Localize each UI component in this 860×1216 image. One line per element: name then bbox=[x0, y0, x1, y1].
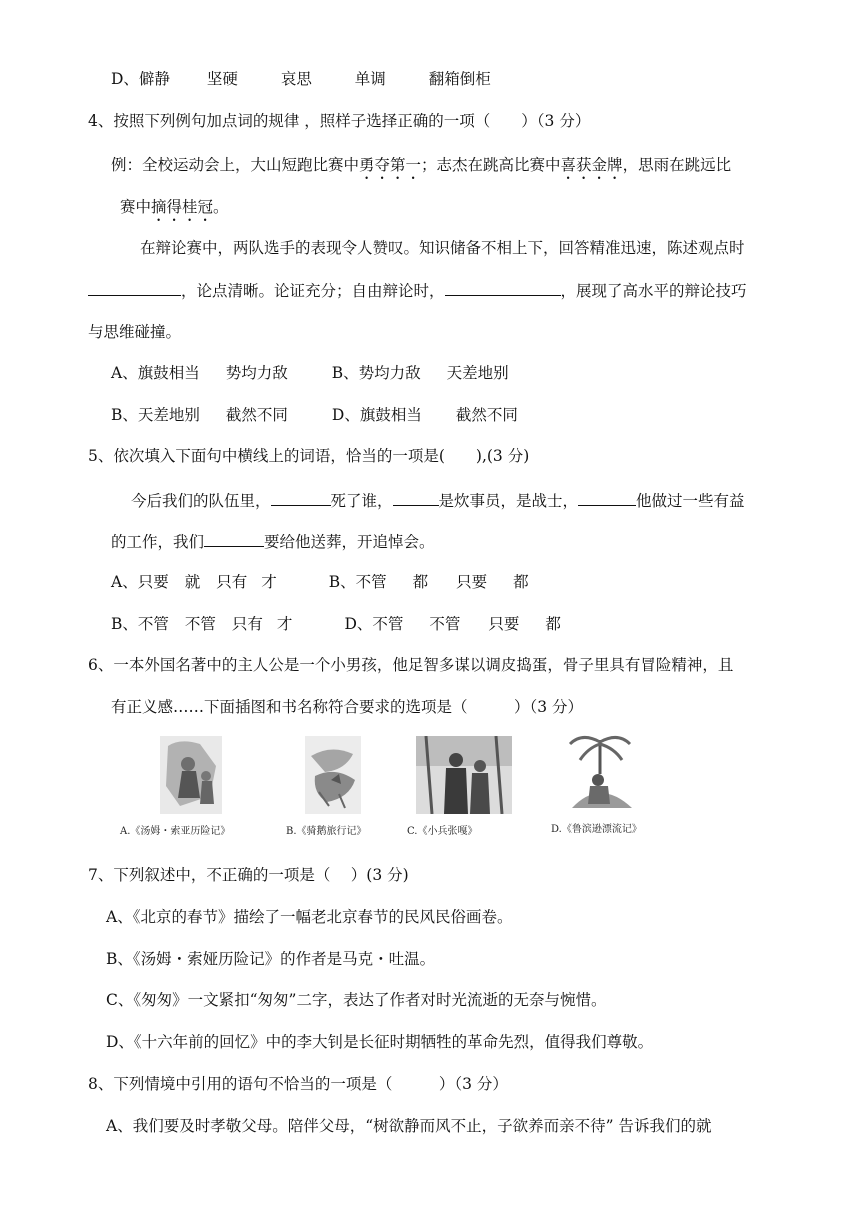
q4-paragraph-line3: 与思维碰撞。 bbox=[88, 323, 182, 341]
q5-options-row2 bbox=[111, 613, 561, 635]
sentence-text: 他做过一些有益 bbox=[636, 492, 745, 510]
option-text: 才 bbox=[261, 573, 277, 591]
option-text: 就 bbox=[184, 573, 201, 591]
q3-option-d bbox=[111, 68, 491, 90]
sentence-text: 的工作，我们 bbox=[111, 533, 205, 551]
option-text: A、旗鼓相当 bbox=[111, 364, 200, 382]
option-text: 都 bbox=[412, 573, 429, 591]
sentence-text: 今后我们的队伍里， bbox=[131, 492, 271, 510]
q7-option-c: C、《匆匆》一文紧扣“匆匆”二字，表达了作者对时光流逝的无奈与惋惜。 bbox=[106, 991, 607, 1009]
option-letter: D、 bbox=[111, 70, 139, 88]
q8-option-a: A、我们要及时孝敬父母。陪伴父母，“树欲静而风不止，子欲养而亲不待” 告诉我们的就 bbox=[106, 1117, 712, 1135]
q6-stem-line2: 有正义感……下面插图和书名称符合要求的选项是（ ）（3 分） bbox=[111, 698, 584, 716]
sentence-text: 是炊事员，是战士， bbox=[438, 492, 579, 510]
answer-blank[interactable] bbox=[271, 489, 331, 506]
q5-sentence-line2 bbox=[111, 530, 435, 553]
q8-stem: 8、下列情境中引用的语句不恰当的一项是（ ）（3 分） bbox=[88, 1075, 508, 1093]
option-text: 都 bbox=[545, 615, 561, 633]
example-text: ；志杰在跳高比赛中 bbox=[421, 156, 561, 174]
q7-option-b: B、《汤姆・索娅历险记》的作者是马克・吐温。 bbox=[106, 950, 436, 968]
q4-options-row1 bbox=[111, 362, 509, 384]
q7-stem: 7、下列叙述中，不正确的一项是（ ）(3 分) bbox=[88, 866, 409, 884]
option-text: 才 bbox=[276, 615, 293, 633]
option-text: 只要 bbox=[456, 573, 488, 591]
dotted-word: 摘得桂冠 bbox=[151, 198, 214, 216]
option-word: 哀思 bbox=[280, 70, 312, 88]
answer-blank[interactable] bbox=[393, 489, 439, 506]
option-word: 坚硬 bbox=[206, 70, 238, 88]
option-text: 天差地别 bbox=[446, 364, 509, 382]
answer-blank[interactable] bbox=[88, 279, 181, 296]
paragraph-text: ，论点清晰。论证充分；自由辩论时， bbox=[181, 282, 445, 300]
illustration-d bbox=[562, 730, 638, 812]
q4-options-row2 bbox=[111, 404, 518, 426]
dotted-word: 勇夺第一 bbox=[359, 156, 422, 174]
option-text: 只有 bbox=[231, 615, 263, 633]
option-text: 只有 bbox=[216, 573, 248, 591]
option-text: 都 bbox=[513, 573, 529, 591]
caption-c: C.《小兵张嘎》 bbox=[407, 826, 478, 837]
option-text: B、势均力敌 bbox=[331, 364, 421, 382]
dotted-word: 喜获金牌 bbox=[560, 156, 623, 174]
illustration-a bbox=[160, 736, 222, 814]
option-text: B、不管 bbox=[111, 615, 169, 633]
answer-blank[interactable] bbox=[445, 279, 561, 296]
option-text: 不管 bbox=[429, 615, 461, 633]
q4-stem: 4、按照下列例句加点词的规律 ，照样子选择正确的一项（ ）（3 分） bbox=[88, 112, 591, 130]
option-word: 翻箱倒柜 bbox=[428, 70, 491, 88]
q4-paragraph-line2 bbox=[88, 279, 747, 302]
example-text: 例：全校运动会上，大山短跑比赛中 bbox=[111, 156, 360, 174]
option-text: 截然不同 bbox=[455, 406, 518, 424]
q5-sentence-line1 bbox=[131, 489, 745, 512]
q4-example-line2 bbox=[120, 196, 229, 225]
caption-a: A.《汤姆・索亚历险记》 bbox=[120, 826, 231, 837]
sentence-text: 死了谁， bbox=[330, 492, 393, 510]
caption-d: D.《鲁滨逊漂流记》 bbox=[551, 824, 642, 835]
paragraph-text: ，展现了高水平的辩论技巧 bbox=[560, 282, 747, 300]
q4-example-line1 bbox=[111, 154, 731, 183]
option-word: 单调 bbox=[354, 70, 386, 88]
example-text: ，思雨在跳远比 bbox=[622, 156, 732, 174]
option-text: 不管 bbox=[184, 615, 216, 633]
q7-option-d: D、《十六年前的回忆》中的李大钊是长征时期牺牲的革命先烈，值得我们尊敬。 bbox=[106, 1033, 654, 1051]
option-text: B、天差地别 bbox=[111, 406, 200, 424]
option-text: D、旗鼓相当 bbox=[331, 406, 422, 424]
illustration-c bbox=[416, 736, 512, 814]
q5-stem: 5、依次填入下面句中横线上的词语，恰当的一项是( ),(3 分) bbox=[88, 447, 530, 465]
q4-paragraph-line1: 在辩论赛中，两队选手的表现令人赞叹。知识储备不相上下，回答精准迅速，陈述观点时 bbox=[140, 239, 745, 257]
illustration-b bbox=[305, 736, 361, 814]
option-text: B、不管 bbox=[328, 573, 387, 591]
q5-options-row1 bbox=[111, 571, 529, 593]
sentence-text: 要给他送葬，开追悼会。 bbox=[264, 533, 435, 551]
caption-b: B.《骑鹅旅行记》 bbox=[286, 826, 367, 837]
q7-option-a: A、《北京的春节》描绘了一幅老北京春节的民风民俗画卷。 bbox=[106, 908, 513, 926]
example-text: 。 bbox=[213, 198, 229, 216]
option-text: A、只要 bbox=[111, 573, 169, 591]
option-text: 势均力敌 bbox=[225, 364, 288, 382]
option-word: 僻静 bbox=[138, 70, 170, 88]
option-text: 截然不同 bbox=[225, 406, 288, 424]
option-text: D、不管 bbox=[344, 615, 404, 633]
q6-stem-line1: 6、一本外国名著中的主人公是一个小男孩，他足智多谋以调皮捣蛋，骨子里具有冒险精神，且 bbox=[88, 656, 734, 674]
example-text: 赛中 bbox=[120, 198, 152, 216]
answer-blank[interactable] bbox=[578, 489, 636, 506]
answer-blank[interactable] bbox=[204, 530, 264, 547]
option-text: 只要 bbox=[488, 615, 520, 633]
